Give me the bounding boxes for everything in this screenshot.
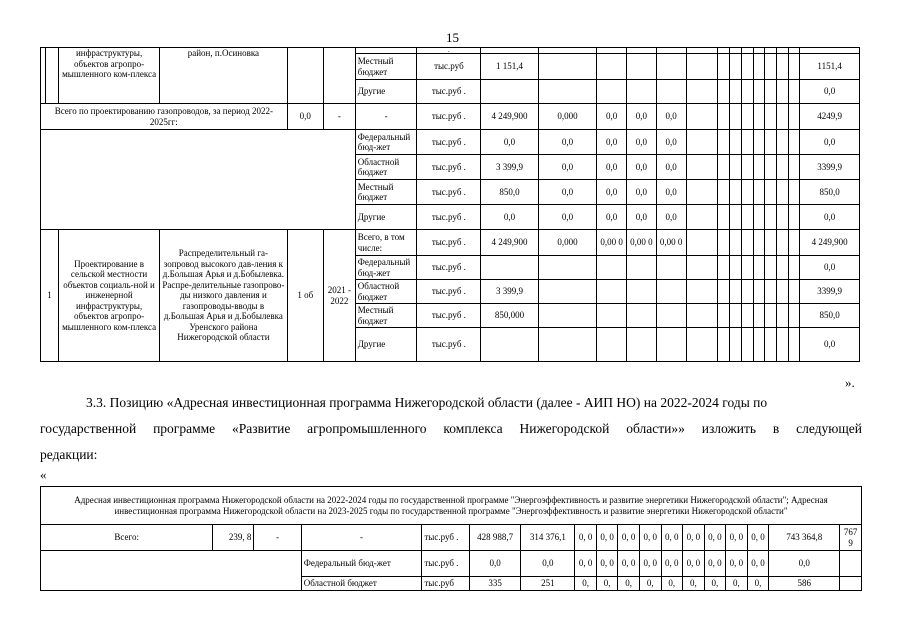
row-unit: тыс.руб .: [417, 155, 481, 180]
row-value: [656, 304, 686, 328]
row-value: [481, 256, 538, 280]
row-value: 0, 0: [575, 551, 597, 577]
cell: [323, 48, 355, 104]
row-value: 0,00 0: [656, 230, 686, 256]
total-c2: 239, 8: [213, 525, 254, 551]
amendment-paragraph: [40, 390, 862, 468]
row-total: 0,0: [800, 256, 860, 280]
row-value: 0, 0: [661, 551, 683, 577]
row-value: 0,: [747, 577, 769, 591]
row-label: Местный бюджет: [355, 180, 417, 205]
row-value: 0,: [639, 577, 661, 591]
row-value: 251: [521, 577, 575, 591]
row-value: 0, 0: [639, 551, 661, 577]
row-last: [840, 551, 862, 577]
row-label: Федеральный бюд-жет: [301, 551, 422, 577]
row-total: 0,0: [800, 205, 860, 230]
row-value: 850,0: [481, 180, 538, 205]
row-unit: тыс.руб .: [417, 80, 481, 104]
row-value: 0,0: [656, 155, 686, 180]
row-label: Областной бюджет: [301, 577, 422, 591]
row-total: 0,0: [769, 551, 840, 577]
row-unit: тыс.руб .: [417, 130, 481, 155]
row-value: [538, 328, 597, 362]
row-value: 0,0: [656, 205, 686, 230]
row-value: [481, 80, 538, 104]
row-total: 850,0: [800, 304, 860, 328]
row-value: 0,0: [597, 180, 627, 205]
summary-c3: 0,0: [287, 104, 323, 130]
row-value: 0,: [726, 577, 748, 591]
row-value: 0, 0: [704, 525, 726, 551]
row-value: 0, 0: [747, 551, 769, 577]
row-unit: тыс.руб .: [417, 304, 481, 328]
row-label: Другие: [355, 328, 417, 362]
row-value: 0,000: [538, 104, 597, 130]
row-unit: тыс.руб .: [417, 280, 481, 304]
row-value: 0, 0: [683, 525, 705, 551]
item-name: Проектирование в сельской местности объектов социаль-ной и инженерной инфраструктуры, объектов агропро-мышленного ком-плекса: [59, 230, 160, 362]
row-value: [538, 280, 597, 304]
row-value: 0,0: [469, 551, 521, 577]
row-value: 0,0: [481, 130, 538, 155]
row-value: 0,00 0: [597, 230, 627, 256]
row-label: Всего, в том числе:: [355, 230, 417, 256]
opening-quote: «: [40, 467, 47, 482]
row-unit: тыс.руб .: [417, 104, 481, 130]
row-value: 0,: [661, 577, 683, 591]
row-value: 0, 0: [618, 551, 640, 577]
row-value: 0, 0: [726, 551, 748, 577]
row-value: [538, 256, 597, 280]
row-value: 0,0: [521, 551, 575, 577]
summary-c5: -: [355, 104, 417, 130]
row-value: 0,0: [656, 130, 686, 155]
row-value: 0,0: [481, 205, 538, 230]
cell: [287, 48, 323, 104]
row-value: 0,0: [626, 104, 656, 130]
row-value: 0,: [618, 577, 640, 591]
row-value: [597, 280, 627, 304]
row-total: 850,0: [800, 180, 860, 205]
row-label: Федеральный бюд-жет: [355, 256, 417, 280]
total-label: Всего:: [41, 525, 213, 551]
row-value: 4 249,900: [481, 230, 538, 256]
closing-quote: ».: [845, 375, 855, 390]
aip-table-continued: [40, 47, 860, 362]
row-value: 3 399,9: [481, 155, 538, 180]
cell: [46, 48, 59, 104]
row-value: [626, 304, 656, 328]
item-number: 1: [41, 230, 59, 362]
row-label: Местный бюджет: [355, 54, 417, 80]
row-value: 0,000: [538, 230, 597, 256]
row-value: 0,0: [656, 104, 686, 130]
row-value: 1 151,4: [481, 54, 538, 80]
row-value: 0,0: [626, 130, 656, 155]
item-years: 2021 - 2022: [323, 230, 355, 362]
row-total: 4249,9: [800, 104, 860, 130]
row-value: 0,0: [626, 205, 656, 230]
row-value: [656, 256, 686, 280]
row-value: 0,00 0: [626, 230, 656, 256]
row-total: 0,0: [800, 80, 860, 104]
total-c3: -: [254, 525, 301, 551]
row-value: 0, 0: [596, 551, 618, 577]
row-value: 0,0: [538, 180, 597, 205]
summary-label: Всего по проектированию газопроводов, за период 2022-2025гг:: [41, 104, 288, 130]
item-object: Распределительный га-зопровод высокого дав-ления к д.Большая Арья и д.Бобылевка. Распре-делительные газопрово-ды низкого давления и газопроводы-вводы в д.Большая Арья и д.Бобылевка Уренского района Нижегородской области: [160, 230, 288, 362]
row-value: 3 399,9: [481, 280, 538, 304]
row-unit: тыс.руб .: [417, 205, 481, 230]
row-value: 0,0: [656, 180, 686, 205]
row-value: 0,0: [538, 205, 597, 230]
row-value: 0, 0: [683, 551, 705, 577]
row-label: Другие: [355, 80, 417, 104]
row-value: 0,: [683, 577, 705, 591]
row-value: 0,0: [597, 155, 627, 180]
row-label: Федеральный бюд-жет: [355, 130, 417, 155]
row-value: 0,: [704, 577, 726, 591]
blank-merged-cell: [41, 130, 356, 230]
row-value: 0,0: [597, 104, 627, 130]
row-total: 3399,9: [800, 280, 860, 304]
row-value: 0, 0: [639, 525, 661, 551]
row-value: [597, 304, 627, 328]
row-value: 0, 0: [596, 525, 618, 551]
row-unit: тыс.руб .: [417, 256, 481, 280]
row-value: [626, 280, 656, 304]
row-value: 0,0: [538, 130, 597, 155]
paragraph-line-3: редакции:: [40, 447, 98, 462]
row-value: [538, 304, 597, 328]
row-value: 0, 0: [726, 525, 748, 551]
row-value: 428 988,7: [469, 525, 521, 551]
row-value: [626, 328, 656, 362]
row-value: [597, 328, 627, 362]
row-value: 0,0: [626, 155, 656, 180]
cont-location: район, п.Осиновка: [160, 48, 288, 104]
row-value: 0, 0: [575, 525, 597, 551]
row-total: 4 249,900: [800, 230, 860, 256]
row-unit: тыс.руб .: [417, 328, 481, 362]
row-value: 0,0: [626, 180, 656, 205]
row-value: [626, 256, 656, 280]
row-value: 0,: [596, 577, 618, 591]
paragraph-line-2: государственной программе «Развитие агропромышленного комплекса Нижегородской области»» изложить в следующей: [40, 421, 862, 436]
row-total: 0,0: [800, 328, 860, 362]
row-last: [840, 577, 862, 591]
row-label: Областной бюджет: [355, 280, 417, 304]
row-unit: тыс.руб .: [422, 551, 469, 577]
row-unit: тыс.руб: [417, 54, 481, 80]
row-label: Областной бюджет: [355, 155, 417, 180]
row-total: 586: [769, 577, 840, 591]
row-value: 850,000: [481, 304, 538, 328]
row-unit: тыс.руб .: [417, 180, 481, 205]
row-value: 4 249,900: [481, 104, 538, 130]
row-value: 0, 0: [704, 551, 726, 577]
row-total: 0,0: [800, 130, 860, 155]
paragraph-line-1: 3.3. Позицию «Адресная инвестиционная программа Нижегородской области (далее - АИП НО) на 2022-2024 годы по: [86, 395, 768, 410]
item-quantity: 1 об: [287, 230, 323, 362]
row-last: 767 9: [840, 525, 862, 551]
row-value: 0,0: [597, 205, 627, 230]
row-value: 0, 0: [661, 525, 683, 551]
row-total: 1151,4: [800, 54, 860, 80]
page-number: 15: [446, 30, 459, 45]
row-label: Другие: [355, 205, 417, 230]
row-value: [481, 328, 538, 362]
blank-merged-cell: [41, 551, 302, 591]
cont-object-name: инфраструктуры, объектов агропро-мышленного ком-плекса: [59, 48, 160, 104]
row-value: 0,: [575, 577, 597, 591]
row-value: 0, 0: [618, 525, 640, 551]
row-value: [656, 328, 686, 362]
row-value: [656, 280, 686, 304]
row-unit: тыс.руб: [422, 577, 469, 591]
row-value: 0,0: [538, 155, 597, 180]
row-unit: тыс.руб .: [422, 525, 469, 551]
row-unit: тыс.руб .: [417, 230, 481, 256]
row-total: 3399,9: [800, 155, 860, 180]
row-value: 0, 0: [747, 525, 769, 551]
table-header: Адресная инвестиционная программа Нижегородской области на 2022-2024 годы по государственной программе "Энергоэффективность и развитие энергетики Нижегородской области"; Адресная инвестиционная программа Нижегородской области на 2023-2025 годы по государственной программе "Энергоэффективность и развитие энергетики Нижегородской области": [41, 487, 862, 525]
row-label: Местный бюджет: [355, 304, 417, 328]
total-c4: -: [301, 525, 422, 551]
row-value: 335: [469, 577, 521, 591]
row-value: 314 376,1: [521, 525, 575, 551]
unit-fragment: .: [417, 48, 481, 54]
row-total: 743 364,8: [769, 525, 840, 551]
aip-energy-table: [40, 486, 862, 591]
summary-c4: -: [323, 104, 355, 130]
row-value: [597, 256, 627, 280]
row-value: 0,0: [597, 130, 627, 155]
